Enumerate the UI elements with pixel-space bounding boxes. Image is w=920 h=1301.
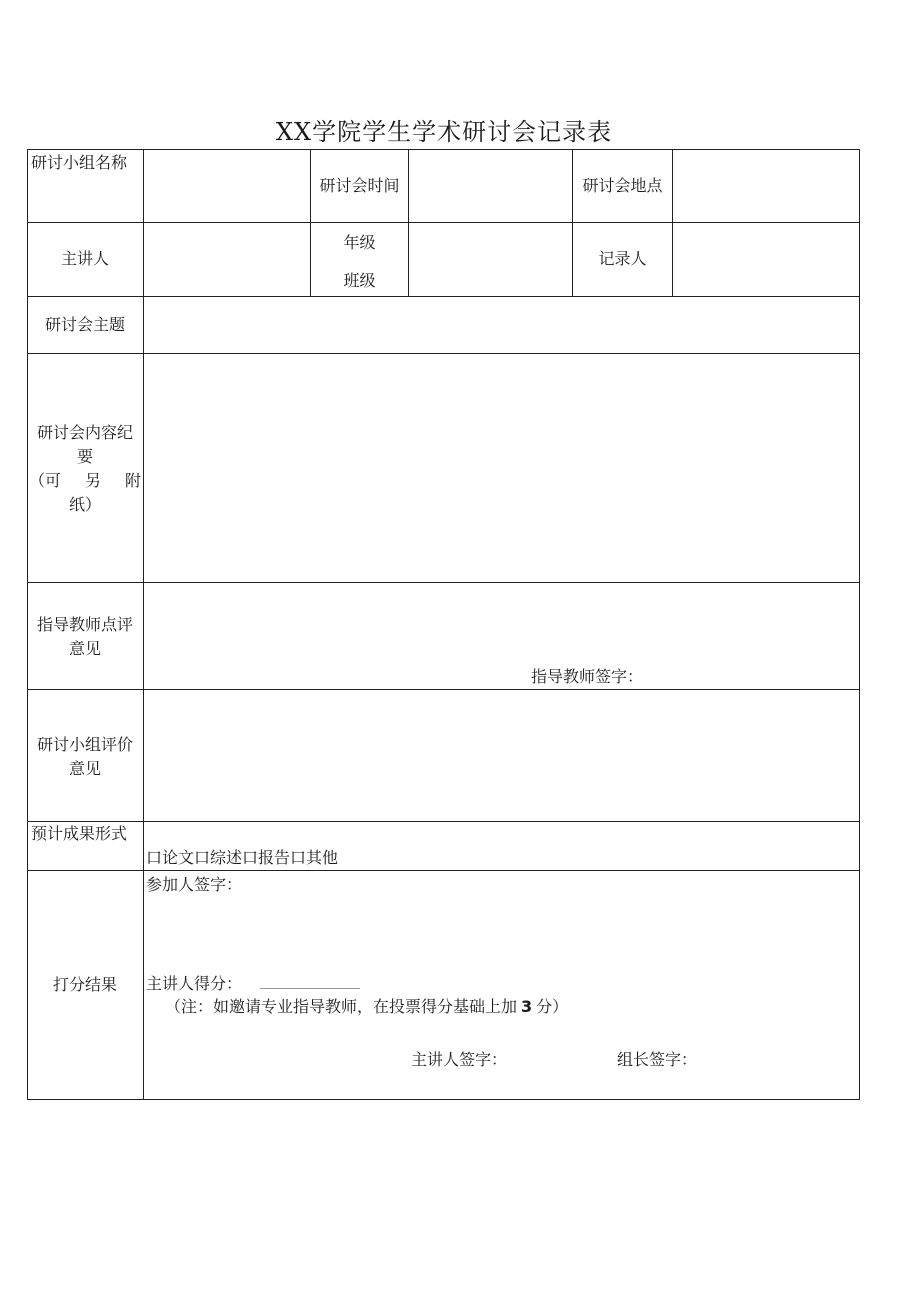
teacher-signature-label: 指导教师签字：	[531, 667, 644, 686]
row-divider	[27, 821, 860, 822]
scoring-note-suffix: 分）	[536, 997, 569, 1016]
group-eval-label-line1: 研讨小组评价	[36, 735, 133, 754]
row-divider	[27, 689, 860, 690]
content-label-part: 附	[124, 471, 141, 490]
speaker-score-line	[146, 972, 360, 996]
content-label-line1: 研讨会内容纪	[36, 423, 133, 442]
scoring-note-prefix: （注：如邀请专业指导教师，在投票得分基础上加	[165, 997, 518, 1016]
row-divider	[27, 296, 860, 297]
row-divider	[27, 353, 860, 354]
content-label-line4: 纸）	[68, 495, 101, 514]
scoring-label: 打分结果	[52, 975, 117, 994]
class-label: 班级	[343, 271, 376, 290]
row-divider	[27, 582, 860, 583]
table-border-top	[27, 149, 860, 150]
teacher-label-line1: 指导教师点评	[36, 615, 133, 634]
row-divider	[27, 222, 860, 223]
seminar-place-label: 研讨会地点	[582, 176, 663, 195]
column-divider	[672, 149, 673, 296]
result-form-options: 口论文口综述口报告口其他	[146, 848, 339, 867]
form-title: XX学院学生学术研讨会记录表	[275, 118, 613, 146]
teacher-label-line2: 意见	[68, 639, 101, 658]
table-border-bottom	[27, 1099, 860, 1100]
table-border-right	[859, 149, 860, 1099]
content-label-line3	[29, 469, 141, 493]
participants-signature-label: 参加人签字：	[146, 875, 243, 894]
column-divider	[408, 149, 409, 296]
theme-label: 研讨会主题	[44, 315, 125, 334]
row-divider	[27, 870, 860, 871]
speaker-score-blank	[260, 974, 360, 989]
content-label-part: 另	[84, 471, 101, 490]
leader-signature-label: 组长签字：	[617, 1050, 698, 1069]
grade-label: 年级	[343, 233, 376, 252]
speaker-score-label: 主讲人得分：	[146, 974, 243, 993]
result-form-label: 预计成果形式	[31, 824, 128, 843]
scoring-note	[165, 995, 568, 1019]
content-label-part: （可	[29, 471, 62, 490]
content-label-line2: 要	[76, 447, 93, 466]
record-form-table	[27, 149, 859, 1099]
seminar-time-label: 研讨会时间	[319, 176, 400, 195]
speaker-label: 主讲人	[60, 249, 109, 268]
group-eval-label-line2: 意见	[68, 759, 101, 778]
speaker-signature-label: 主讲人签字：	[411, 1050, 508, 1069]
scoring-note-number: 3	[521, 997, 533, 1016]
recorder-label: 记录人	[598, 249, 647, 268]
group-name-label: 研讨小组名称	[31, 153, 128, 172]
label-column-divider	[143, 149, 144, 1099]
column-divider	[572, 149, 573, 296]
